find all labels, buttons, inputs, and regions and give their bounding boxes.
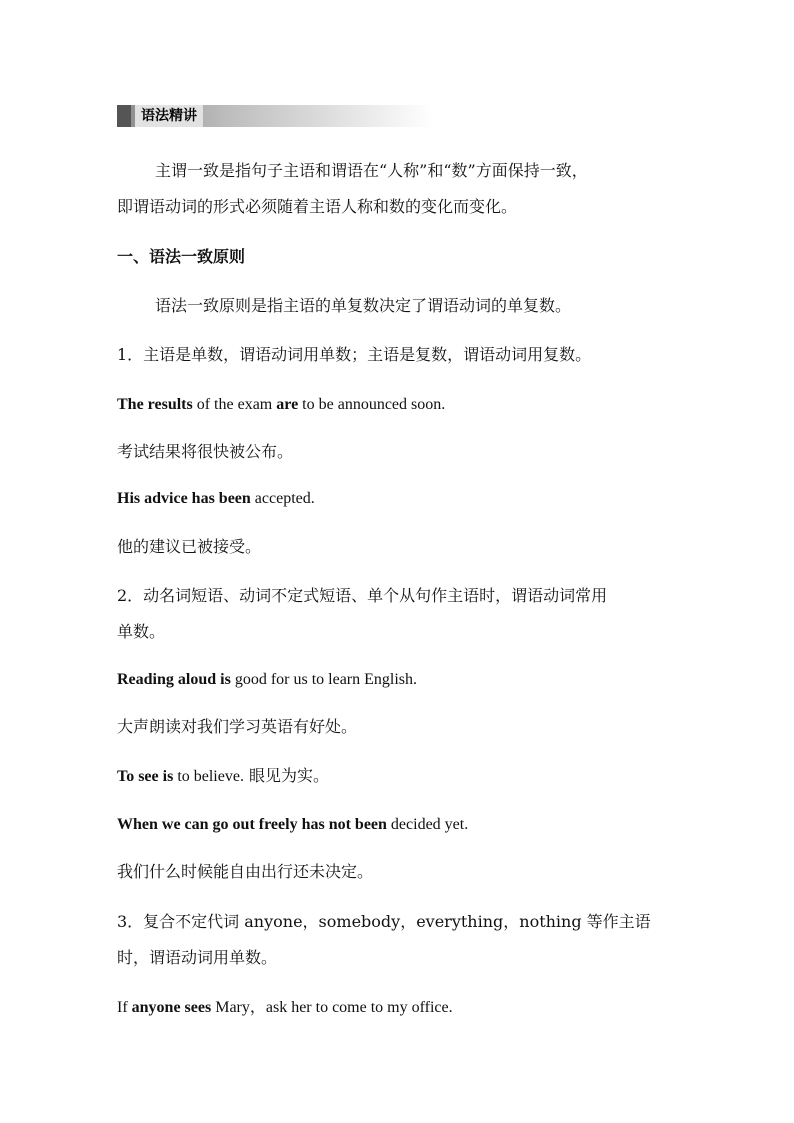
section-title-bar bbox=[117, 105, 433, 127]
example-2-translation: 他的建议已被接受。 bbox=[117, 537, 262, 556]
heading-grammar-agreement: 一、语法一致原则 bbox=[117, 247, 246, 266]
example-1-translation: 考试结果将很快被公布。 bbox=[117, 442, 294, 461]
example-1-verb: are bbox=[276, 396, 299, 413]
example-4-bold: To see is bbox=[117, 768, 174, 785]
example-1 bbox=[117, 395, 445, 415]
example-3-bold: Reading aloud is bbox=[117, 671, 231, 688]
example-4 bbox=[117, 766, 329, 787]
intro-line-1: 主谓一致是指句子主语和谓语在“人称”和“数”方面保持一致， bbox=[155, 161, 588, 180]
rule-2-line-2: 单数。 bbox=[117, 622, 166, 641]
example-6-rest: Mary，ask her to come to my office. bbox=[211, 999, 453, 1016]
example-1-subject: The results bbox=[117, 396, 193, 413]
example-2 bbox=[117, 489, 315, 509]
example-5-translation: 我们什么时候能自由出行还未决定。 bbox=[117, 862, 374, 881]
example-6 bbox=[117, 998, 453, 1018]
rule-2-line-1: 2．动名词短语、动词不定式短语、单个从句作主语时，谓语动词常用 bbox=[117, 586, 608, 605]
example-3 bbox=[117, 670, 417, 690]
example-4-translation: 眼见为实。 bbox=[243, 766, 330, 785]
rule-1: 1．主语是单数，谓语动词用单数；主语是复数，谓语动词用复数。 bbox=[117, 345, 592, 364]
example-2-bold: His advice has been bbox=[117, 490, 251, 507]
rule-3-line-1: 3．复合不定代词 anyone，somebody，everything，nothing 等作主语 bbox=[117, 912, 651, 931]
example-5-bold: When we can go out freely has not been bbox=[117, 816, 387, 833]
example-1-mid: of the exam bbox=[192, 396, 277, 413]
section-title: 语法精讲 bbox=[135, 105, 203, 127]
example-3-rest: good for us to learn English. bbox=[230, 671, 418, 688]
example-3-translation: 大声朗读对我们学习英语有好处。 bbox=[117, 717, 358, 736]
example-4-rest: to believe. bbox=[173, 768, 244, 785]
example-5 bbox=[117, 815, 468, 835]
example-6-start: If bbox=[117, 999, 132, 1016]
section-bar-accent bbox=[117, 105, 131, 127]
example-6-bold: anyone sees bbox=[131, 999, 212, 1016]
example-1-rest: to be announced soon. bbox=[298, 396, 446, 413]
intro-line-2: 即谓语动词的形式必须随着主语人称和数的变化而变化。 bbox=[117, 197, 518, 216]
principle-text: 语法一致原则是指主语的单复数决定了谓语动词的单复数。 bbox=[155, 296, 572, 315]
example-2-rest: accepted. bbox=[250, 490, 315, 507]
example-5-rest: decided yet. bbox=[386, 816, 469, 833]
rule-3-line-2: 时，谓语动词用单数。 bbox=[117, 948, 278, 967]
